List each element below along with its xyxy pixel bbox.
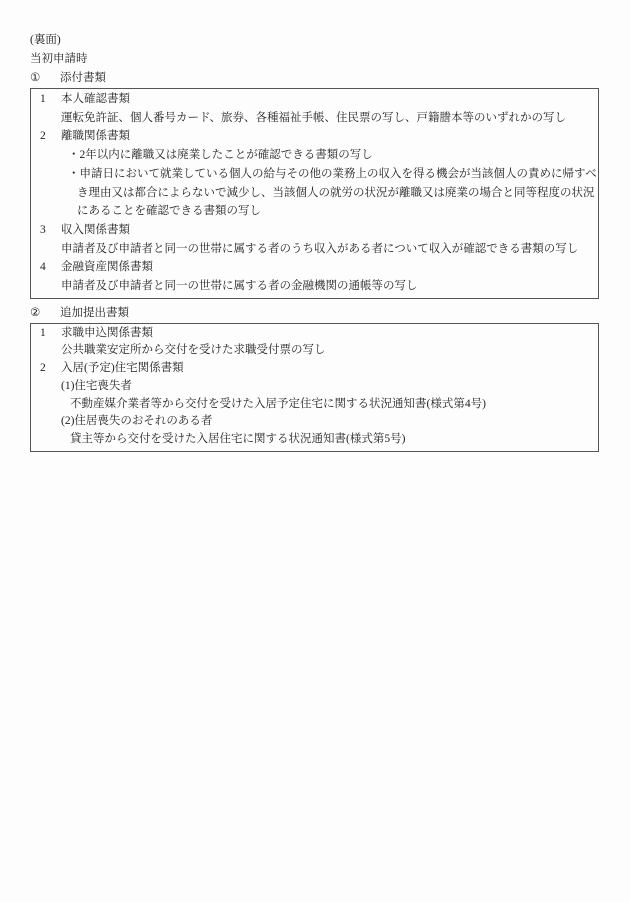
item-number: 1 xyxy=(40,93,46,105)
item-row xyxy=(31,90,598,109)
item-title: 入居(予定)住宅関係書類 xyxy=(61,362,184,375)
item-detail: 申請者及び申請者と同一の世帯に属する者のうち収入がある者について収入が確認できる書類の写し xyxy=(61,242,579,255)
item-detail-continuation: にあることを確認できる書類の写し xyxy=(77,205,261,218)
item-detail-bullet: ・申請日において就業している個人の給与その他の業務上の収入を得る機会が当該個人の責めに帰すべ xyxy=(68,167,597,180)
additional-documents-box xyxy=(30,323,599,452)
section-1-title: 添付書類 xyxy=(60,72,106,84)
item-row xyxy=(31,325,598,343)
item-row xyxy=(31,258,598,277)
item-detail: 公共職業安定所から交付を受けた求職受付票の写し xyxy=(61,344,326,357)
item-title: 離職関係書類 xyxy=(61,130,130,143)
side-label: (裏面) xyxy=(30,34,61,46)
attached-documents-box xyxy=(30,88,599,299)
item-detail: 運転免許証、個人番号カード、旅券、各種福祉手帳、住民票の写し、戸籍謄本等のいずれかの写し xyxy=(61,111,566,124)
item-title: 金融資産関係書類 xyxy=(61,261,153,274)
item-detail-bullet: ・2年以内に離職又は廃業したことが確認できる書類の写し xyxy=(68,149,373,162)
section-2-heading xyxy=(30,304,600,323)
item-detail: 申請者及び申請者と同一の世帯に属する者の金融機関の通帳等の写し xyxy=(61,280,418,293)
item-number: 4 xyxy=(40,261,46,274)
item-subheading: (2)住居喪失のおそれのある者 xyxy=(61,415,213,428)
item-title: 求職申込関係書類 xyxy=(61,326,153,339)
item-detail: 不動産媒介業者等から交付を受けた入居予定住宅に関する状況通知書(様式第4号) xyxy=(70,397,486,410)
item-row xyxy=(31,360,598,378)
section-1-heading xyxy=(30,69,600,88)
item-number: 2 xyxy=(40,362,46,375)
item-row xyxy=(31,127,598,146)
item-subheading: (1)住宅喪失者 xyxy=(61,379,132,392)
item-number: 1 xyxy=(40,326,46,339)
item-number: 2 xyxy=(40,130,46,143)
stage-label: 当初申請時 xyxy=(30,53,88,65)
section-1-number: ① xyxy=(30,72,41,84)
item-detail-continuation: き理由又は都合によらないで減少し、当該個人の就労の状況が離職又は廃業の場合と同等程度の状況 xyxy=(77,186,595,199)
section-2-number: ② xyxy=(30,306,41,319)
item-title: 本人確認書類 xyxy=(61,93,130,105)
item-title: 収入関係書類 xyxy=(61,223,130,236)
item-number: 3 xyxy=(40,223,46,236)
item-row xyxy=(31,221,598,240)
section-2-title: 追加提出書類 xyxy=(60,306,129,319)
item-detail: 貸主等から交付を受けた入居住宅に関する状況通知書(様式第5号) xyxy=(70,432,406,445)
